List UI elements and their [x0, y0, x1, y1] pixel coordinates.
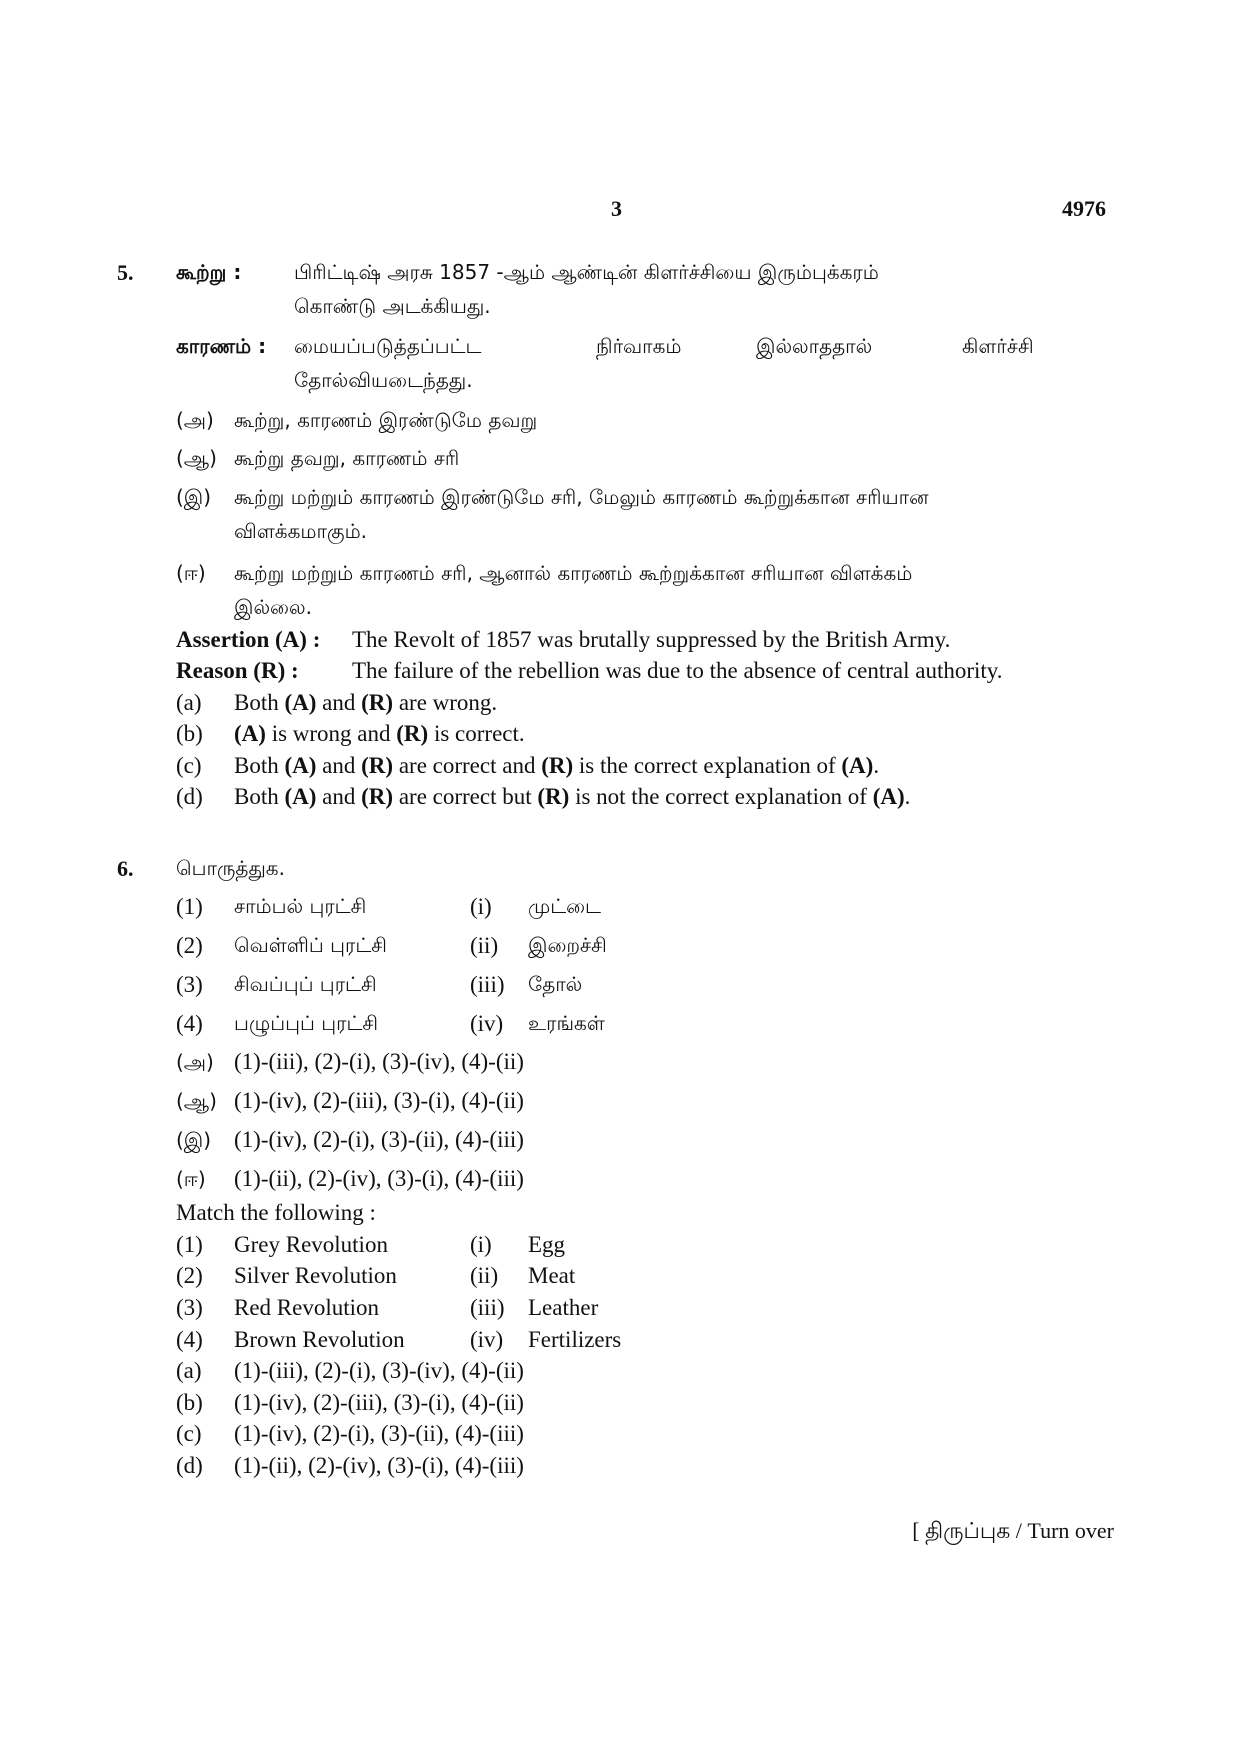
pair-en-2-roman: (ii)	[470, 1263, 499, 1288]
q6-option-a-ta-marker: (அ)	[176, 1050, 214, 1074]
q5-option-a-en: Both (A) and (R) are wrong.	[234, 690, 498, 715]
assertion-text-en: The Revolt of 1857 was brutally suppressed by the British Army.	[352, 627, 951, 652]
pair-ta-1-number: (1)	[176, 894, 203, 919]
pair-en-3-roman: (iii)	[470, 1295, 505, 1320]
pair-ta-2-number: (2)	[176, 933, 203, 958]
q5-option-c-ta-line1: கூற்று மற்றும் காரணம் இரண்டுமே சரி, மேலும் காரணம் கூற்றுக்கான சரியான	[234, 485, 929, 509]
pair-ta-4-number: (4)	[176, 1011, 203, 1036]
q6-option-d-ta-marker: (ஈ)	[176, 1167, 206, 1191]
q5-option-a-en-marker: (a)	[176, 690, 202, 715]
q5-option-d-en-marker: (d)	[176, 784, 203, 809]
pair-ta-3-left: சிவப்புப் புரட்சி	[234, 972, 377, 996]
pair-en-2-left: Silver Revolution	[234, 1263, 397, 1288]
q6-option-b-ta: (1)-(iv), (2)-(iii), (3)-(i), (4)-(ii)	[234, 1088, 524, 1113]
pair-en-3-right: Leather	[528, 1295, 599, 1320]
pair-ta-3-right: தோல்	[528, 972, 583, 996]
q5-option-d-ta-marker: (ஈ)	[176, 561, 206, 585]
pair-en-1-roman: (i)	[470, 1232, 492, 1257]
pair-en-4-roman: (iv)	[470, 1327, 504, 1352]
q6-option-d-ta: (1)-(ii), (2)-(iv), (3)-(i), (4)-(iii)	[234, 1166, 524, 1191]
q5-option-a-ta-marker: (அ)	[176, 408, 214, 432]
pair-ta-1-right: முட்டை	[528, 894, 601, 918]
q6-option-d-en-marker: (d)	[176, 1453, 203, 1478]
pair-ta-3-number: (3)	[176, 972, 203, 997]
q5-option-c-ta-marker: (இ)	[176, 485, 212, 509]
q6-option-b-en: (1)-(iv), (2)-(iii), (3)-(i), (4)-(ii)	[234, 1390, 524, 1415]
q5-option-c-en-marker: (c)	[176, 753, 202, 778]
pair-en-2-right: Meat	[528, 1263, 576, 1288]
q5-option-d-en: Both (A) and (R) are correct but (R) is not the correct explanation of (A).	[234, 784, 911, 809]
pair-en-1-left: Grey Revolution	[234, 1232, 388, 1257]
q5-option-d-ta-line2: இல்லை.	[234, 595, 312, 619]
pair-ta-3-roman: (iii)	[470, 972, 505, 997]
pair-en-4-right: Fertilizers	[528, 1327, 622, 1352]
pair-en-1-right: Egg	[528, 1232, 566, 1257]
pair-en-1-number: (1)	[176, 1232, 203, 1257]
reason-line2-ta: தோல்வியடைந்தது.	[294, 368, 473, 392]
q6-option-c-en: (1)-(iv), (2)-(i), (3)-(ii), (4)-(iii)	[234, 1421, 524, 1446]
assertion-line1-ta: பிரிட்டிஷ் அரசு 1857 -ஆம் ஆண்டின் கிளர்ச்சியை இரும்புக்கரம்	[294, 260, 879, 284]
q6-option-a-en: (1)-(iii), (2)-(i), (3)-(iv), (4)-(ii)	[234, 1358, 524, 1383]
q6-title-en: Match the following :	[176, 1200, 376, 1225]
pair-ta-2-left: வெள்ளிப் புரட்சி	[234, 933, 387, 957]
pair-ta-1-left: சாம்பல் புரட்சி	[234, 894, 367, 918]
pair-en-4-number: (4)	[176, 1327, 203, 1352]
pair-ta-2-roman: (ii)	[470, 933, 499, 958]
q6-option-a-ta: (1)-(iii), (2)-(i), (3)-(iv), (4)-(ii)	[234, 1049, 524, 1074]
q5-option-b-en-marker: (b)	[176, 721, 203, 746]
reason-label-en: Reason (R) :	[176, 658, 299, 683]
q6-option-c-ta-marker: (இ)	[176, 1128, 212, 1152]
q5-option-b-en: (A) is wrong and (R) is correct.	[234, 721, 525, 746]
reason-word-2: நிர்வாகம்	[596, 334, 682, 358]
assertion-label-ta: கூற்று :	[176, 260, 242, 284]
pair-en-2-number: (2)	[176, 1263, 203, 1288]
pair-en-3-number: (3)	[176, 1295, 203, 1320]
q6-title-ta: பொருத்துக.	[176, 856, 285, 880]
reason-text-en: The failure of the rebellion was due to the absence of central authority.	[352, 658, 1003, 683]
pair-ta-4-left: பழுப்புப் புரட்சி	[234, 1011, 379, 1035]
question-5-number: 5.	[117, 260, 134, 285]
q5-option-d-ta-line1: கூற்று மற்றும் காரணம் சரி, ஆனால் காரணம் கூற்றுக்கான சரியான விளக்கம்	[234, 561, 913, 585]
pair-en-4-left: Brown Revolution	[234, 1327, 405, 1352]
q5-option-a-ta: கூற்று, காரணம் இரண்டுமே தவறு	[234, 408, 538, 432]
turn-over-note: [ திருப்புக / Turn over	[912, 1518, 1114, 1543]
reason-label-ta: காரணம் :	[176, 334, 267, 358]
q5-option-b-ta: கூற்று தவறு, காரணம் சரி	[234, 446, 460, 470]
q5-option-c-ta-line2: விளக்கமாகும்.	[234, 519, 368, 543]
q6-option-d-en: (1)-(ii), (2)-(iv), (3)-(i), (4)-(iii)	[234, 1453, 524, 1478]
q6-option-c-ta: (1)-(iv), (2)-(i), (3)-(ii), (4)-(iii)	[234, 1127, 524, 1152]
q6-option-b-ta-marker: (ஆ)	[176, 1089, 217, 1113]
q6-option-c-en-marker: (c)	[176, 1421, 202, 1446]
pair-ta-2-right: இறைச்சி	[528, 933, 607, 957]
q5-option-b-ta-marker: (ஆ)	[176, 446, 217, 470]
reason-word-3: இல்லாததால்	[756, 334, 873, 358]
q6-option-a-en-marker: (a)	[176, 1358, 202, 1383]
pair-en-3-left: Red Revolution	[234, 1295, 380, 1320]
question-6-number: 6.	[117, 856, 134, 881]
reason-word-1: மையப்படுத்தப்பட்ட	[294, 334, 482, 358]
q5-option-c-en: Both (A) and (R) are correct and (R) is the correct explanation of (A).	[234, 753, 880, 778]
q6-option-b-en-marker: (b)	[176, 1390, 203, 1415]
pair-ta-4-roman: (iv)	[470, 1011, 504, 1036]
page-number: 3	[611, 196, 622, 221]
pair-ta-4-right: உரங்கள்	[528, 1011, 605, 1035]
assertion-label-en: Assertion (A) :	[176, 627, 321, 652]
pair-ta-1-roman: (i)	[470, 894, 492, 919]
assertion-line2-ta: கொண்டு அடக்கியது.	[294, 294, 491, 318]
paper-code: 4976	[1062, 196, 1106, 221]
reason-word-4: கிளர்ச்சி	[962, 334, 1034, 358]
